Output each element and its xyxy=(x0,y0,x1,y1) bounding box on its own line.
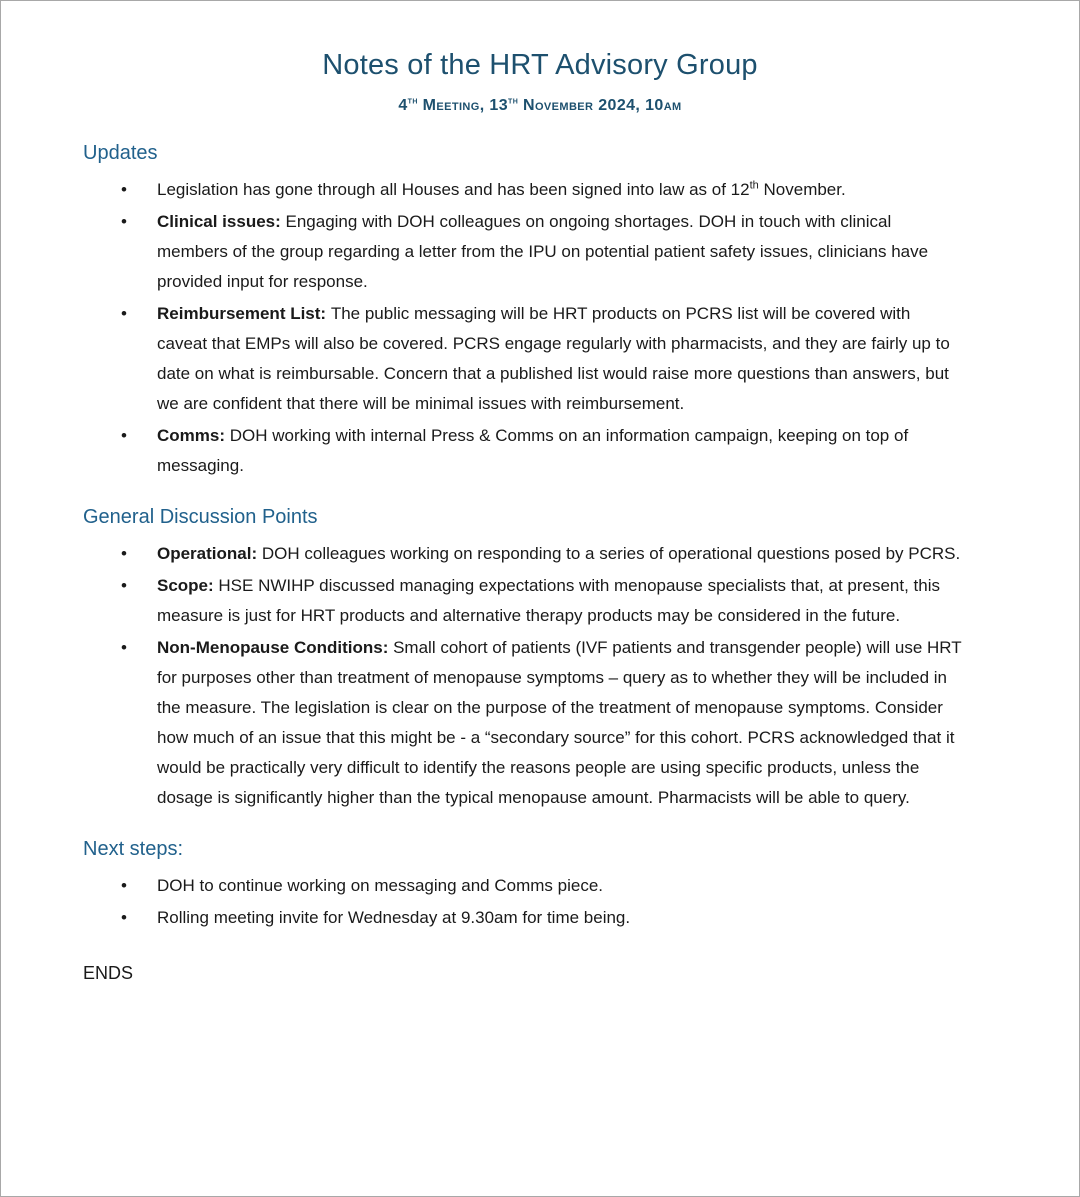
item-text: DOH colleagues working on responding to a series of operational questions posed by PCRS. xyxy=(261,544,961,563)
item-text: The public messaging will be HRT products on PCRS list will be covered with caveat that EMPs will also be covered. PCRS engage regularly with pharmacists, and they are fairly up to date on what is reimbursable. Concern that a published list would raise more questions than answers, but we are confident that there will be minimal issues with reimbursement. xyxy=(157,304,950,413)
ends-marker: ENDS xyxy=(83,963,134,983)
bullet-icon: • xyxy=(121,876,127,895)
ordinal-suffix: th xyxy=(508,95,519,107)
item-text: DOH to continue working on messaging and Comms piece. xyxy=(157,876,603,895)
section-heading-general-discussion: General Discussion Points xyxy=(83,506,318,528)
bullet-icon: • xyxy=(121,180,127,199)
item-text: November. xyxy=(758,180,846,199)
bullet-icon: • xyxy=(121,576,127,595)
list-item xyxy=(83,175,963,205)
list-item xyxy=(83,871,963,901)
item-lead-text: Comms: xyxy=(157,426,230,445)
item-text: Engaging with DOH colleagues on ongoing shortages. DOH in touch with clinical members of the group regarding a letter from the IPU on potential patient safety issues, clinicians have provided input for response. xyxy=(157,212,929,291)
section-heading-next-steps: Next steps: xyxy=(83,838,184,860)
ordinal-suffix: th xyxy=(749,179,759,192)
list-item xyxy=(83,633,963,813)
bullet-icon: • xyxy=(121,908,127,927)
bullet-icon: • xyxy=(121,544,127,563)
bullet-icon: • xyxy=(121,304,127,323)
bullet-list-next-steps xyxy=(83,871,963,933)
list-item xyxy=(83,299,963,419)
item-text: DOH working with internal Press & Comms on an information campaign, keeping on top of messaging. xyxy=(157,426,909,475)
item-lead-text: Operational: xyxy=(157,544,262,563)
bullet-icon: • xyxy=(121,212,127,231)
section-heading-updates: Updates xyxy=(83,142,158,164)
item-text: Legislation has gone through all Houses and has been signed into law as of 12 xyxy=(157,180,750,199)
list-item xyxy=(83,207,963,297)
bullet-icon: • xyxy=(121,426,127,445)
list-item xyxy=(83,571,963,631)
item-text: Rolling meeting invite for Wednesday at 9.30am for time being. xyxy=(157,908,631,927)
subtitle-text: November 2024, 10am xyxy=(518,97,682,114)
page-title: Notes of the HRT Advisory Group xyxy=(322,49,758,81)
item-text: Small cohort of patients (IVF patients and transgender people) will use HRT for purposes other than treatment of menopause symptoms – query as to whether they will be included in the measure. The legislation is clear on the purpose of the treatment of menopause symptoms. Consider how much of an issue that this might be - a “secondary source” for this cohort. PCRS acknowledged that it would be practically very difficult to identify the reasons people are using specific products, unless the dosage is significantly higher than the typical menopause amount. Pharmacists will be able to query. xyxy=(157,638,962,807)
list-item xyxy=(83,903,963,933)
item-lead-text: Non-Menopause Conditions: xyxy=(157,638,394,657)
subtitle-text: Meeting, 13 xyxy=(417,97,509,114)
item-lead-text: Reimbursement List: xyxy=(157,304,331,323)
item-lead-text: Clinical issues: xyxy=(157,212,286,231)
item-text: HSE NWIHP discussed managing expectations with menopause specialists that, at present, this measure is just for HRT products and alternative therapy products may be considered in the future. xyxy=(157,576,941,625)
document-body xyxy=(1,140,1079,985)
bullet-icon: • xyxy=(121,638,127,657)
meeting-subtitle xyxy=(1,95,1079,117)
bullet-list-updates xyxy=(83,175,963,481)
subtitle-text: 4 xyxy=(398,97,408,114)
bullet-list-general-discussion xyxy=(83,539,963,813)
list-item xyxy=(83,539,963,569)
list-item xyxy=(83,421,963,481)
ordinal-suffix: th xyxy=(407,95,418,107)
item-lead-text: Scope: xyxy=(157,576,219,595)
